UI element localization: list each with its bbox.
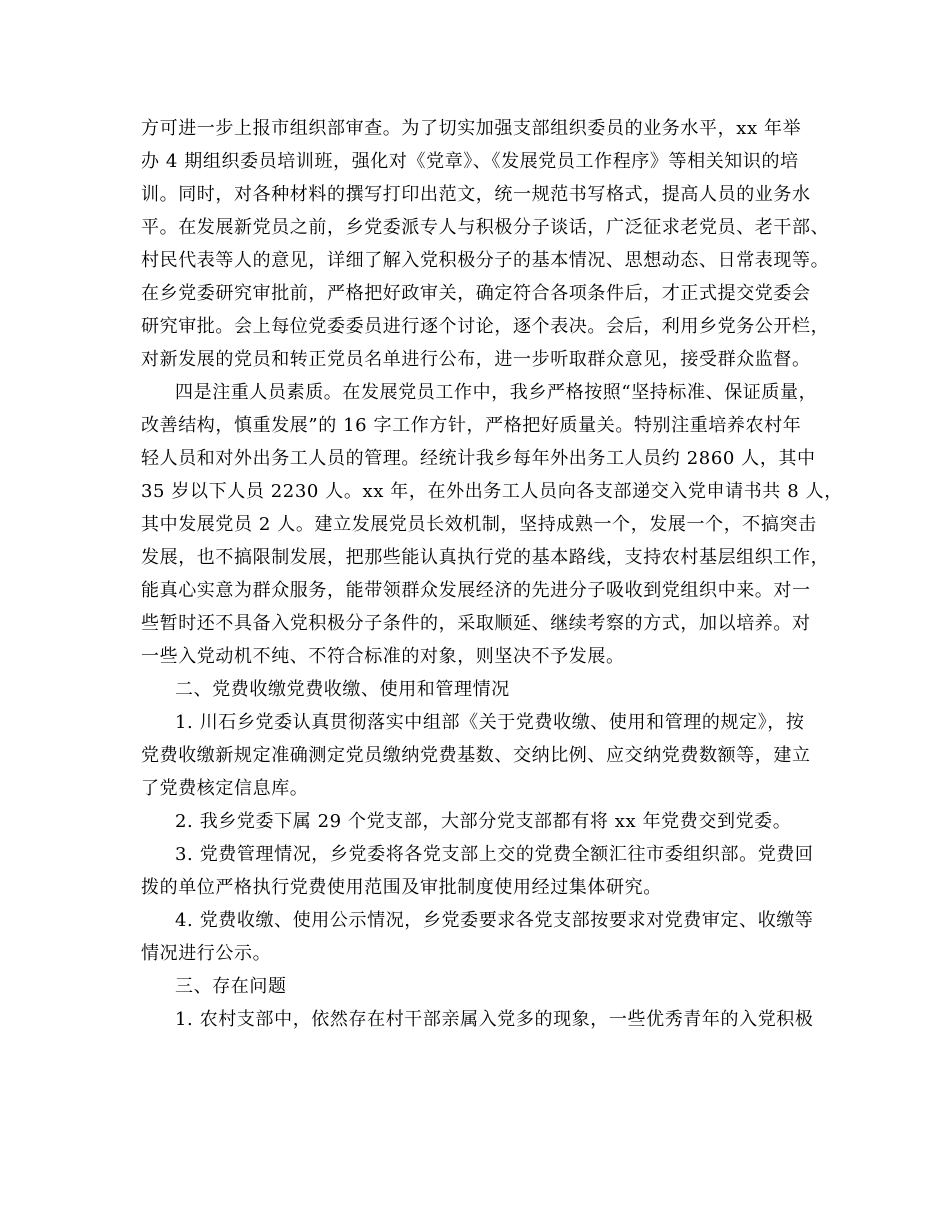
- text-line: 一些入党动机不纯、不符合标准的对象，则坚决不予发展。: [141, 646, 625, 667]
- text-line: 四是注重人员素质。在发展党员工作中，我乡严格按照“坚持标准、保证质量，: [175, 382, 818, 403]
- text-line: 方可进一步上报市组织部审查。为了切实加强支部组织委员的业务水平，xx 年举: [141, 118, 802, 139]
- text-line: 些暂时还不具备入党积极分子条件的，采取顺延、继续考察的方式，加以培养。对: [141, 613, 811, 634]
- text-line: 其中发展党员 2 人。建立发展党员长效机制，坚持成熟一个，发展一个，不搞突击: [141, 514, 817, 535]
- text-line: 情况进行公示。: [141, 943, 272, 964]
- text-line: 35 岁以下人员 2230 人。xx 年，在外出务工人员向各支部递交入党申请书共 8 人，: [141, 481, 843, 502]
- text-line: 研究审批。会上每位党委委员进行逐个讨论，逐个表决。会后，利用乡党务公开栏，: [141, 316, 830, 337]
- text-line: 了党费核定信息库。: [141, 778, 309, 799]
- text-line: 对新发展的党员和转正党员名单进行公布，进一步听取群众意见，接受群众监督。: [141, 349, 811, 370]
- text-line: 二、党费收缴党费收缴、使用和管理情况: [175, 679, 510, 700]
- text-line: 4. 党费收缴、使用公示情况，乡党委要求各党支部按要求对党费审定、收缴等: [175, 910, 814, 931]
- text-line: 发展，也不搞限制发展，把那些能认真执行党的基本路线，支持农村基层组织工作，: [141, 547, 830, 568]
- text-line: 2. 我乡党委下属 29 个党支部，大部分党支部都有将 xx 年党费交到党委。: [175, 811, 792, 832]
- document-body: [141, 112, 843, 1036]
- text-line: 拨的单位严格执行党费使用范围及审批制度使用经过集体研究。: [141, 877, 662, 898]
- text-line: 村民代表等人的意见，详细了解入党积极分子的基本情况、思想动态、日常表现等。: [141, 250, 830, 271]
- text-line: 训。同时，对各种材料的撰写打印出范文，统一规范书写格式，提高人员的业务水: [141, 184, 811, 205]
- text-line: 1. 川石乡党委认真贯彻落实中组部《关于党费收缴、使用和管理的规定》，按: [175, 712, 805, 733]
- text-line: 党费收缴新规定准确测定党员缴纳党费基数、交纳比例、应交纳党费数额等，建立: [141, 745, 811, 766]
- text-line: 平。在发展新党员之前，乡党委派专人与积极分子谈话，广泛征求老党员、老干部、: [141, 217, 830, 238]
- text-line: 轻人员和对外出务工人员的管理。经统计我乡每年外出务工人员约 2860 人，其中: [141, 448, 816, 469]
- text-line: 1. 农村支部中，依然存在村干部亲属入党多的现象，一些优秀青年的入党积极: [175, 1009, 814, 1030]
- text-line: 在乡党委研究审批前，严格把好政审关，确定符合各项条件后，才正式提交党委会: [141, 283, 811, 304]
- text-line: 办 4 期组织委员培训班，强化对《党章》、《发展党员工作程序》等相关知识的培: [141, 151, 799, 172]
- text-line: 3. 党费管理情况，乡党委将各党支部上交的党费全额汇往市委组织部。党费回: [175, 844, 814, 865]
- text-line: 三、存在问题: [175, 976, 287, 997]
- text-line: 改善结构，慎重发展”的 16 字工作方针，严格把好质量关。特别注重培养农村年: [141, 415, 802, 436]
- text-line: 能真心实意为群众服务，能带领群众发展经济的先进分子吸收到党组织中来。对一: [141, 580, 811, 601]
